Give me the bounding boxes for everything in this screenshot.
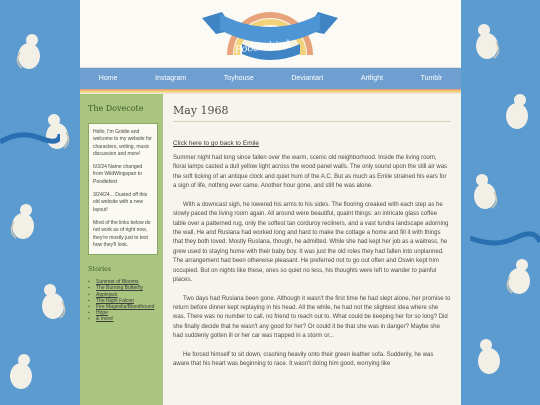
story-link-the-burning-butterfly[interactable]: ▪ The Burning Butterfly <box>88 285 158 291</box>
story-paragraph: He forced himself to sit down, crashing heavily onto their green leather sofa. Suddenly, he was aware that his heart was beginning to race. It wasn't doing him good, worrying like <box>173 351 434 368</box>
dove-pattern-icon <box>4 350 38 392</box>
ribbon-decoration-icon <box>0 128 60 150</box>
nav-link-toyhouse[interactable]: Toyhouse <box>223 75 254 82</box>
stories-heading: Stories <box>88 265 112 274</box>
back-link[interactable]: Click here to go back to Emile <box>173 140 259 147</box>
dove-pattern-icon <box>500 90 534 132</box>
dove-pattern-icon <box>468 170 502 212</box>
story-link-applejack[interactable]: ▪ Applejack <box>88 292 158 298</box>
dove-pattern-icon <box>36 280 70 322</box>
ribbon-decoration-icon <box>470 230 540 250</box>
sidebar-title: The Dovecote <box>88 104 144 113</box>
page-columns <box>80 94 461 405</box>
nav-link-artfight[interactable]: Artfight <box>360 75 384 82</box>
logo-banner-icon <box>200 0 340 66</box>
story-link-hope[interactable]: ▪ Hope <box>88 310 158 316</box>
nav-link-tumblr[interactable]: Tumblr <box>420 75 443 82</box>
update-text: 3/24/24... Dusted off this old website with a new layout! <box>93 192 148 213</box>
site-container <box>80 0 461 405</box>
site-header <box>80 0 461 68</box>
sidebar <box>80 94 163 405</box>
intro-text: Hello, I'm Goldie and welcome to my website for characters, writing, music discussion and more! <box>93 129 152 157</box>
notice-text: Most of the links below do not work as of right now, they're mostly just to test how they'll look. <box>93 219 151 248</box>
story-link-more[interactable]: ▪ & more! <box>88 316 158 322</box>
story-paragraph: With a downcast sigh, he lowered his arms to his sides. The flooring creaked with each step as he slowly paced the living room again. All around were beautiful, quaint things: an intricate glass coffee table over a patterned rug, only the softest tan corduroy recliners, and a vast tundra landscape adorning the wall. He and Ruslana had worked long and hard to make the cottage a home and fill it with things that they both loved. Mostly Ruslana, though, he admitted. While she had kept her job as a waitress, he grew used to staying home with their baby boy. It was just the old roles they had fallen into unplanned. The arrangement had been otherwise pleasant. He preferred not to go out often and Oswin kept him occupied. But on nights like these, ones so quiet no less, his thoughts were left to wander to painful places. <box>173 201 449 284</box>
story-link-summer-of-blooms[interactable]: ▪ Summer of Blooms <box>88 279 158 285</box>
dove-pattern-icon <box>12 30 46 72</box>
stories-list <box>88 279 158 322</box>
main-nav <box>80 68 461 89</box>
nav-link-deviantart[interactable]: Deviantart <box>291 75 324 82</box>
story-link-the-night-falcon[interactable]: ▪ The Night Falcon <box>88 298 158 304</box>
story-paragraph: Two days had Ruslana been gone. Although it wasn't the first time he had slept alone, her promise to return before dinner kept replaying in his head. All the while, he had not the slightest idea where she was. There was no number to call, no friend to reach out to. What could be keeping her for so long? Did she finally decide that he wasn't any good for her? Or could it be that she was in danger? Maybe she had suddenly gotten ill or her car was trapped in a storm or... <box>173 295 451 340</box>
dove-pattern-icon <box>472 335 506 377</box>
main-content <box>163 94 461 405</box>
dove-pattern-icon <box>502 255 536 297</box>
story-paragraph: Summer night had long since fallen over the warm, scenic old neighborhood. Inside the living room, floral lamps casted a dull yellow light across the wood panel walls. The only sound upon the still air was the soft ticking of an antique clock and quiet hum of the A.C. But as much as Emile strained his ears for a sign of life, nothing ever came. Another hour gone, and still he was alone. <box>173 155 448 190</box>
story-link-fire-magnolia[interactable]: ▪ Fire Magnolia/Bloodhound <box>88 304 158 310</box>
sidebar-intro-box <box>88 123 158 255</box>
nav-link-instagram[interactable]: Instagram <box>155 75 187 82</box>
update-text: 6/3/24 Name changed from WildWingspan to Poodlebird <box>93 164 143 185</box>
logo-text[interactable]: Poodlebird <box>234 39 291 56</box>
page-title: May 1968 <box>173 104 451 122</box>
dove-pattern-icon <box>6 200 40 242</box>
dove-pattern-icon <box>470 20 504 62</box>
nav-link-home[interactable]: Home <box>98 75 118 82</box>
